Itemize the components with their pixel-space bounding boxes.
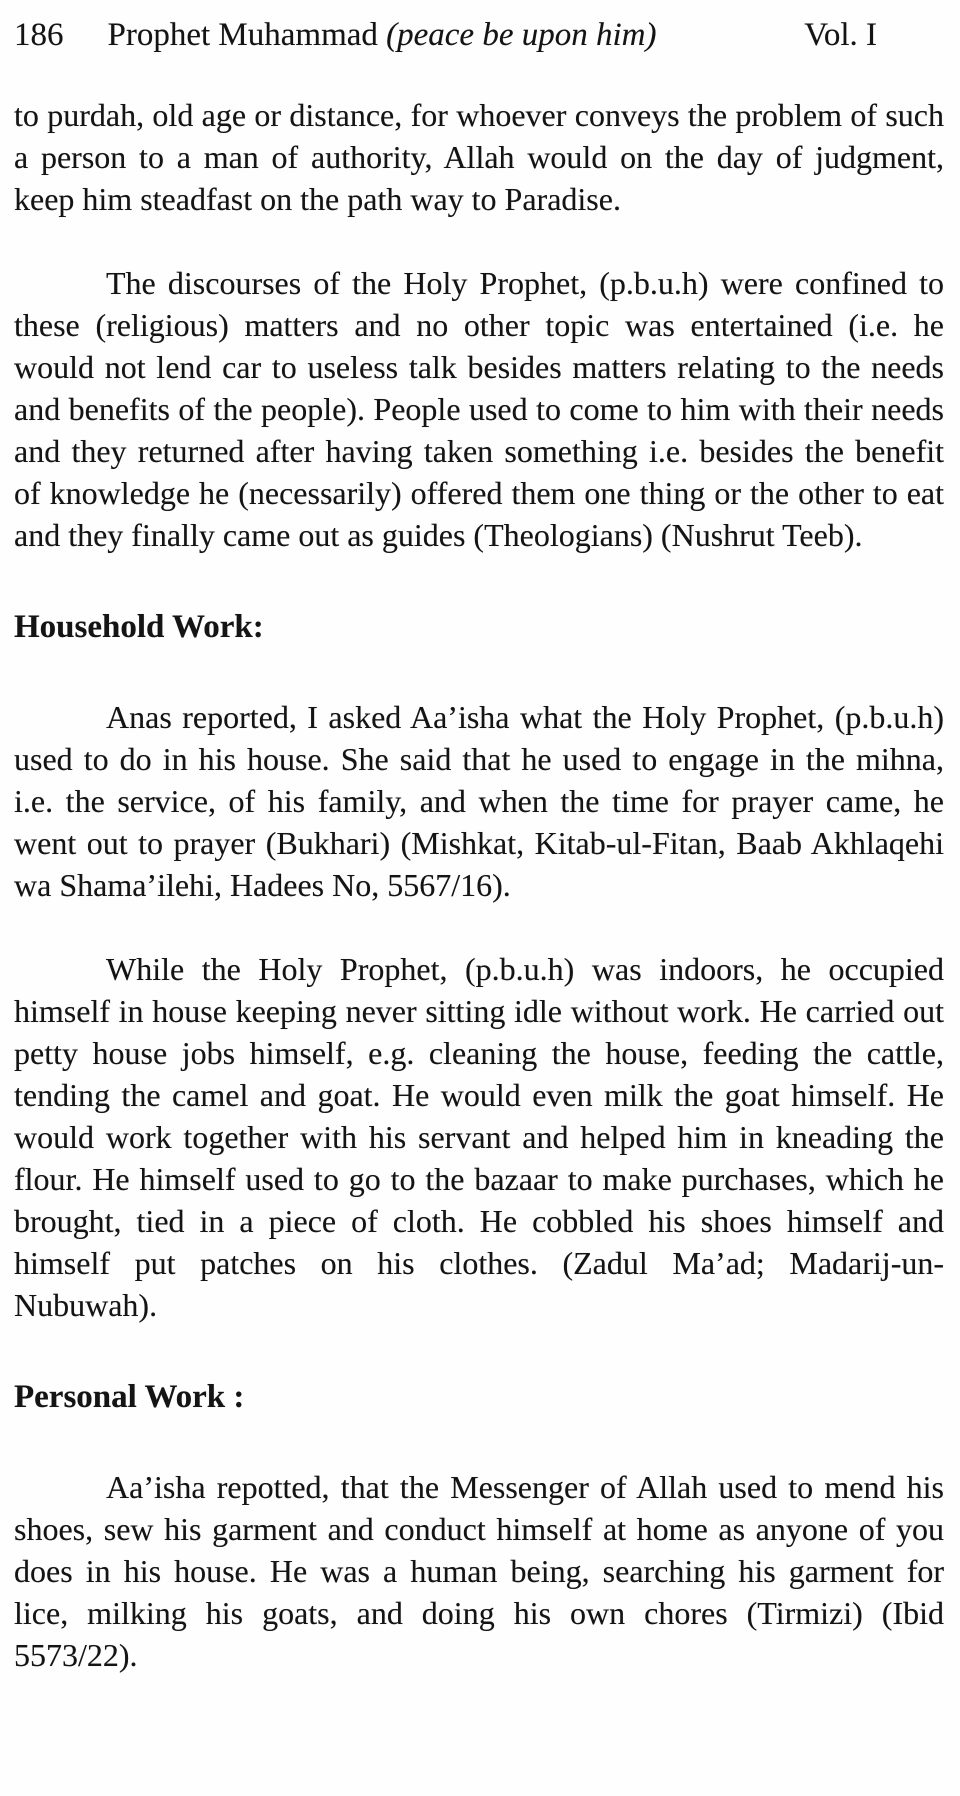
section-heading-personal-work: Personal Work : [14, 1379, 245, 1415]
section-heading-household-work: Household Work: [14, 609, 264, 645]
paragraph-continuation: to purdah, old age or distance, for whoever conveys the problem of such a person to a man of authority, Allah would on the day of judgment, keep him steadfast on the path way to Paradise. [14, 97, 944, 217]
page-body [14, 94, 944, 1676]
paragraph-indoors-work: While the Holy Prophet, (p.b.u.h) was indoors, he occupied himself in house keeping never sitting idle without work. He carried out petty house jobs himself, e.g. cleaning the house, feeding the cattle, tending the camel and goat. He would even milk the goat himself. He would work together with his servant and helped him in kneading the flour. He himself used to go to the bazaar to make purchases, which he brought, tied in a piece of cloth. He cobbled his shoes himself and himself put patches on his clothes. (Zadul Ma’ad; Madarij-un-Nubuwah). [14, 951, 944, 1323]
page-number: 186 [14, 17, 64, 53]
paragraph-anas-report: Anas reported, I asked Aa’isha what the Holy Prophet, (p.b.u.h) used to do in his house. She said that he used to engage in the mihna, i.e. the service, of his family, and when the time for prayer came, he went out to prayer (Bukhari) (Mishkat, Kitab-ul-Fitan, Baab Akhlaqehi wa Shama’ilehi, Hadees No, 5567/16). [14, 699, 944, 903]
volume-label: Vol. I [804, 17, 877, 53]
running-header [14, 14, 944, 56]
running-title [108, 14, 805, 56]
running-title-main: Prophet Muhammad [107, 17, 387, 53]
paragraph-aaisha-report: Aa’isha repotted, that the Messenger of Allah used to mend his shoes, sew his garment and conduct himself at home as anyone of you does in his house. He was a human being, searching his garment for lice, milking his goats, and doing his own chores (Tirmizi) (Ibid 5573/22). [14, 1469, 944, 1673]
running-title-italic: (peace be upon him) [386, 17, 657, 53]
paragraph-discourses: The discourses of the Holy Prophet, (p.b.u.h) were confined to these (religious) matters and no other topic was entertained (i.e. he would not lend car to useless talk besides matters relating to the needs and benefits of the people). People used to come to him with their needs and they returned after having taken something i.e. besides the benefit of knowledge he (necessarily) offered them one thing or the other to eat and they finally came out as guides (Theologians) (Nushrut Teeb). [14, 265, 944, 553]
